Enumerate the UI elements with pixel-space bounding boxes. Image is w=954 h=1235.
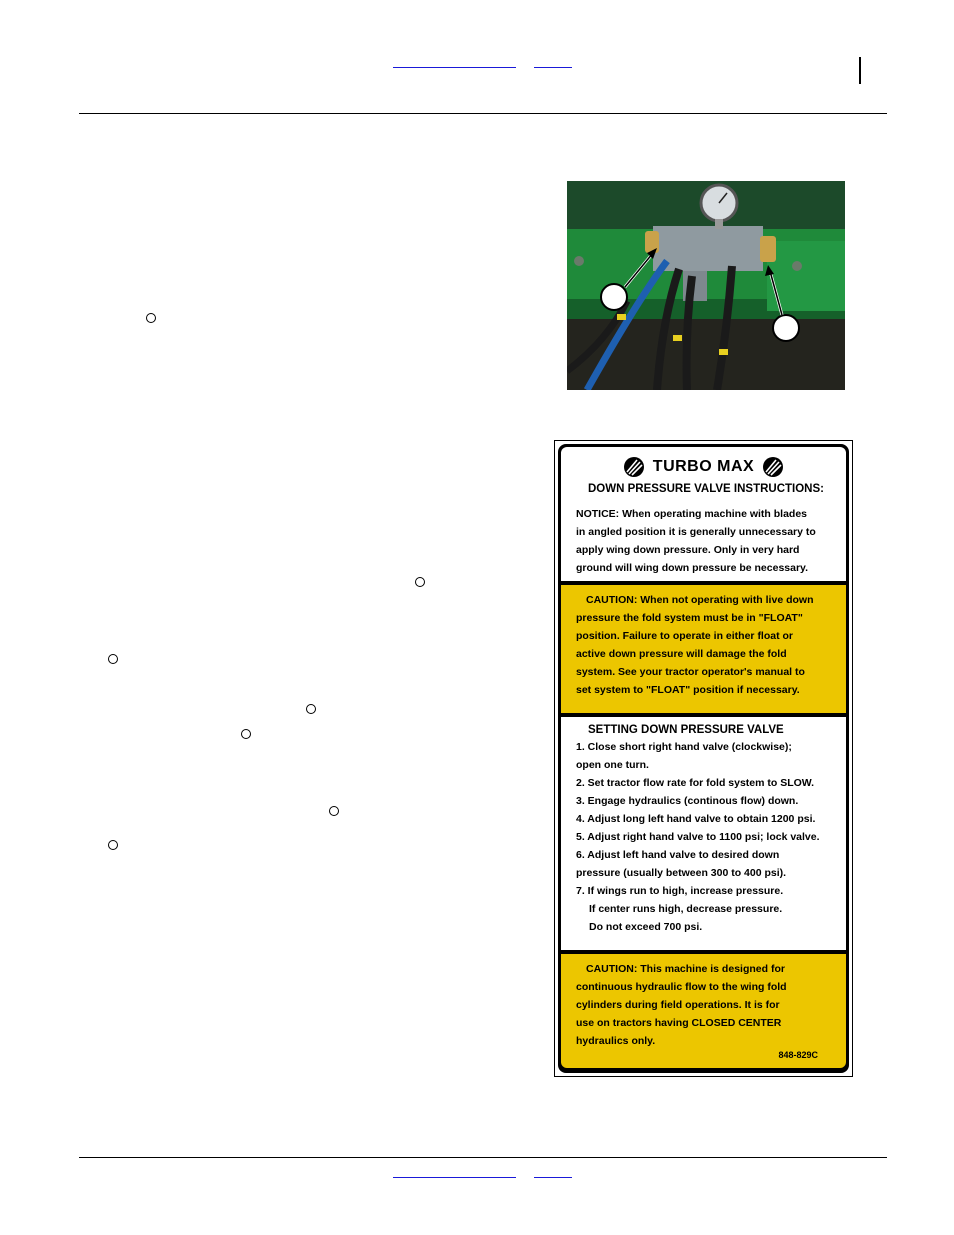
step-line: pressure (usually between 300 to 400 psi). [576,867,787,879]
step-line: 4. Adjust long left hand valve to obtain 1200 psi. [576,813,816,825]
notice-line: in angled position it is generally unnecessary to [576,526,816,538]
caution2-line: use on tractors having CLOSED CENTER [576,1017,782,1029]
callout-ref-circle [241,729,251,739]
caution2-text [576,960,787,1050]
caution1-line: position. Failure to operate in either float or [576,630,794,642]
step-line: 2. Set tractor flow rate for fold system to SLOW. [576,777,815,789]
caution1-line: CAUTION: When not operating with live down [586,594,814,606]
brand-logo-icon [762,456,784,478]
setting-steps [576,738,820,936]
decal-caution-panel-1 [561,585,846,713]
step-line: 3. Engage hydraulics (continous flow) down. [576,795,799,807]
callout-ref-circle [329,806,339,816]
valve-photo [567,181,845,390]
step-line: open one turn. [576,759,649,771]
step-line: If center runs high, decrease pressure. [589,903,783,915]
brand-name: TURBO MAX [652,458,755,475]
caution2-line: continuous hydraulic flow to the wing fold [576,981,787,993]
caution1-line: active down pressure will damage the fold [576,648,787,660]
step-line: 6. Adjust left hand valve to desired down [576,849,780,861]
decal-background [558,444,849,1073]
caution2-line: cylinders during field operations. It is for [576,999,780,1011]
header-link-2[interactable] [534,67,572,68]
callout-ref-circle [306,704,316,714]
notice-text [576,505,816,577]
step-line: 1. Close short right hand valve (clockwise); [576,741,792,753]
step-line: 5. Adjust right hand valve to 1100 psi; lock valve. [576,831,820,843]
notice-line: apply wing down pressure. Only in very hard [576,544,800,556]
footer-link-2[interactable] [534,1177,572,1178]
decal-down-pressure-valve [554,440,853,1077]
step-line: 7. If wings run to high, increase pressure. [576,885,784,897]
callout-ref-circle [146,313,156,323]
caution1-line: system. See your tractor operator's manual to [576,666,805,678]
caution2-line: CAUTION: This machine is designed for [586,963,785,975]
header-vertical-bar [859,57,861,84]
footer-link-1[interactable] [393,1177,516,1178]
step-line: Do not exceed 700 psi. [589,921,703,933]
caution1-line: set system to "FLOAT" position if necessary. [576,684,800,696]
caution1-line: pressure the fold system must be in "FLOAT" [576,612,803,624]
callout-ref-circle [108,840,118,850]
footer-rule [79,1157,887,1158]
caution2-line: hydraulics only. [576,1035,656,1047]
part-number: 848-829C [778,1050,818,1060]
decal-setting-panel [561,717,846,950]
callout-ref-circle [108,654,118,664]
brand-logo-icon [623,456,645,478]
callout-ref-circle [415,577,425,587]
decal-brand-row [561,456,846,478]
header-link-1[interactable] [393,67,516,68]
decal-title: DOWN PRESSURE VALVE INSTRUCTIONS: [588,483,824,495]
decal-notice-panel [561,447,846,581]
header-rule [79,113,887,114]
decal-caution-panel-2 [561,954,846,1068]
notice-line: NOTICE: When operating machine with blades [576,508,808,520]
notice-line: ground will wing down pressure be necessary. [576,562,809,574]
setting-title: SETTING DOWN PRESSURE VALVE [588,724,784,736]
caution1-text [576,591,813,699]
